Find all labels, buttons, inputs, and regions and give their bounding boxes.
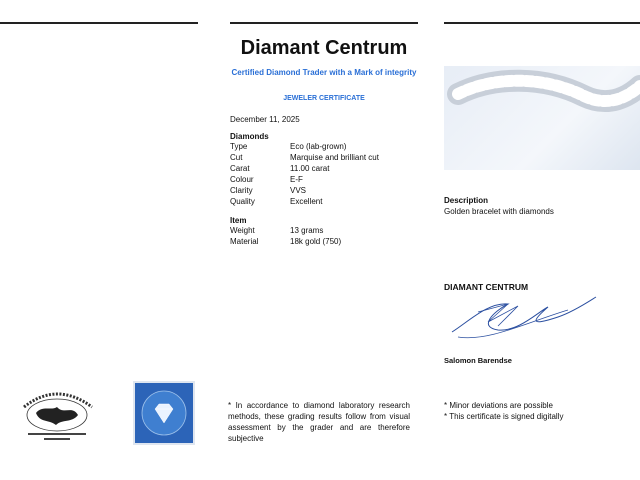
row-label: Carat [230, 164, 250, 173]
item-section [230, 216, 341, 248]
signature-company: DIAMANT CENTRUM [444, 282, 529, 292]
row-label: Weight [230, 226, 255, 235]
grading-note: * In accordance to diamond laboratory research methods, these grading results follow from visual assessment by the grader and are therefore subjective [228, 401, 410, 443]
row-value: Excellent [290, 197, 323, 206]
certificate-date: December 11, 2025 [230, 115, 300, 124]
certificate-label: JEWELER CERTIFICATE [283, 95, 365, 102]
row-label: Type [230, 142, 248, 151]
description-heading: Description [444, 196, 489, 205]
page-title: Diamant Centrum [240, 37, 408, 59]
signatory-name: Salomon Barendse [444, 356, 512, 365]
row-label: Material [230, 237, 259, 246]
top-rule-right [444, 22, 640, 24]
row-value: VVS [290, 186, 307, 195]
row-label: Clarity [230, 186, 253, 195]
row-label: Cut [230, 153, 243, 162]
table-row [230, 237, 341, 248]
row-value: E-F [290, 175, 303, 184]
row-value: 18k gold (750) [290, 237, 342, 246]
diamonds-table [230, 142, 379, 208]
table-row [230, 226, 341, 237]
tagline: Certified Diamond Trader with a Mark of integrity [231, 68, 417, 77]
row-label: Colour [230, 175, 254, 184]
row-value: 11.00 carat [290, 164, 330, 173]
diamond-exchange-seal-logo [133, 381, 195, 445]
bracelet-photo [444, 66, 640, 170]
row-value: Eco (lab-grown) [290, 142, 347, 151]
diamonds-section [230, 132, 379, 208]
item-heading: Item [230, 216, 247, 225]
table-row [230, 164, 379, 175]
table-row [230, 186, 379, 197]
integrity-seal-logo [12, 385, 102, 445]
description-text: Golden bracelet with diamonds [444, 207, 554, 216]
top-rule-left [0, 22, 198, 24]
table-row [230, 142, 379, 153]
signature-image [448, 292, 598, 349]
note-signed-digitally: * This certificate is signed digitally [444, 412, 564, 421]
table-row [230, 175, 379, 186]
table-row [230, 153, 379, 164]
row-value: Marquise and brilliant cut [290, 153, 379, 162]
diamonds-heading: Diamonds [230, 132, 269, 141]
row-label: Quality [230, 197, 255, 206]
top-rule-middle [230, 22, 418, 24]
row-value: 13 grams [290, 226, 324, 235]
note-minor-deviations: * Minor deviations are possible [444, 401, 553, 410]
item-table [230, 226, 341, 248]
table-row [230, 197, 379, 208]
